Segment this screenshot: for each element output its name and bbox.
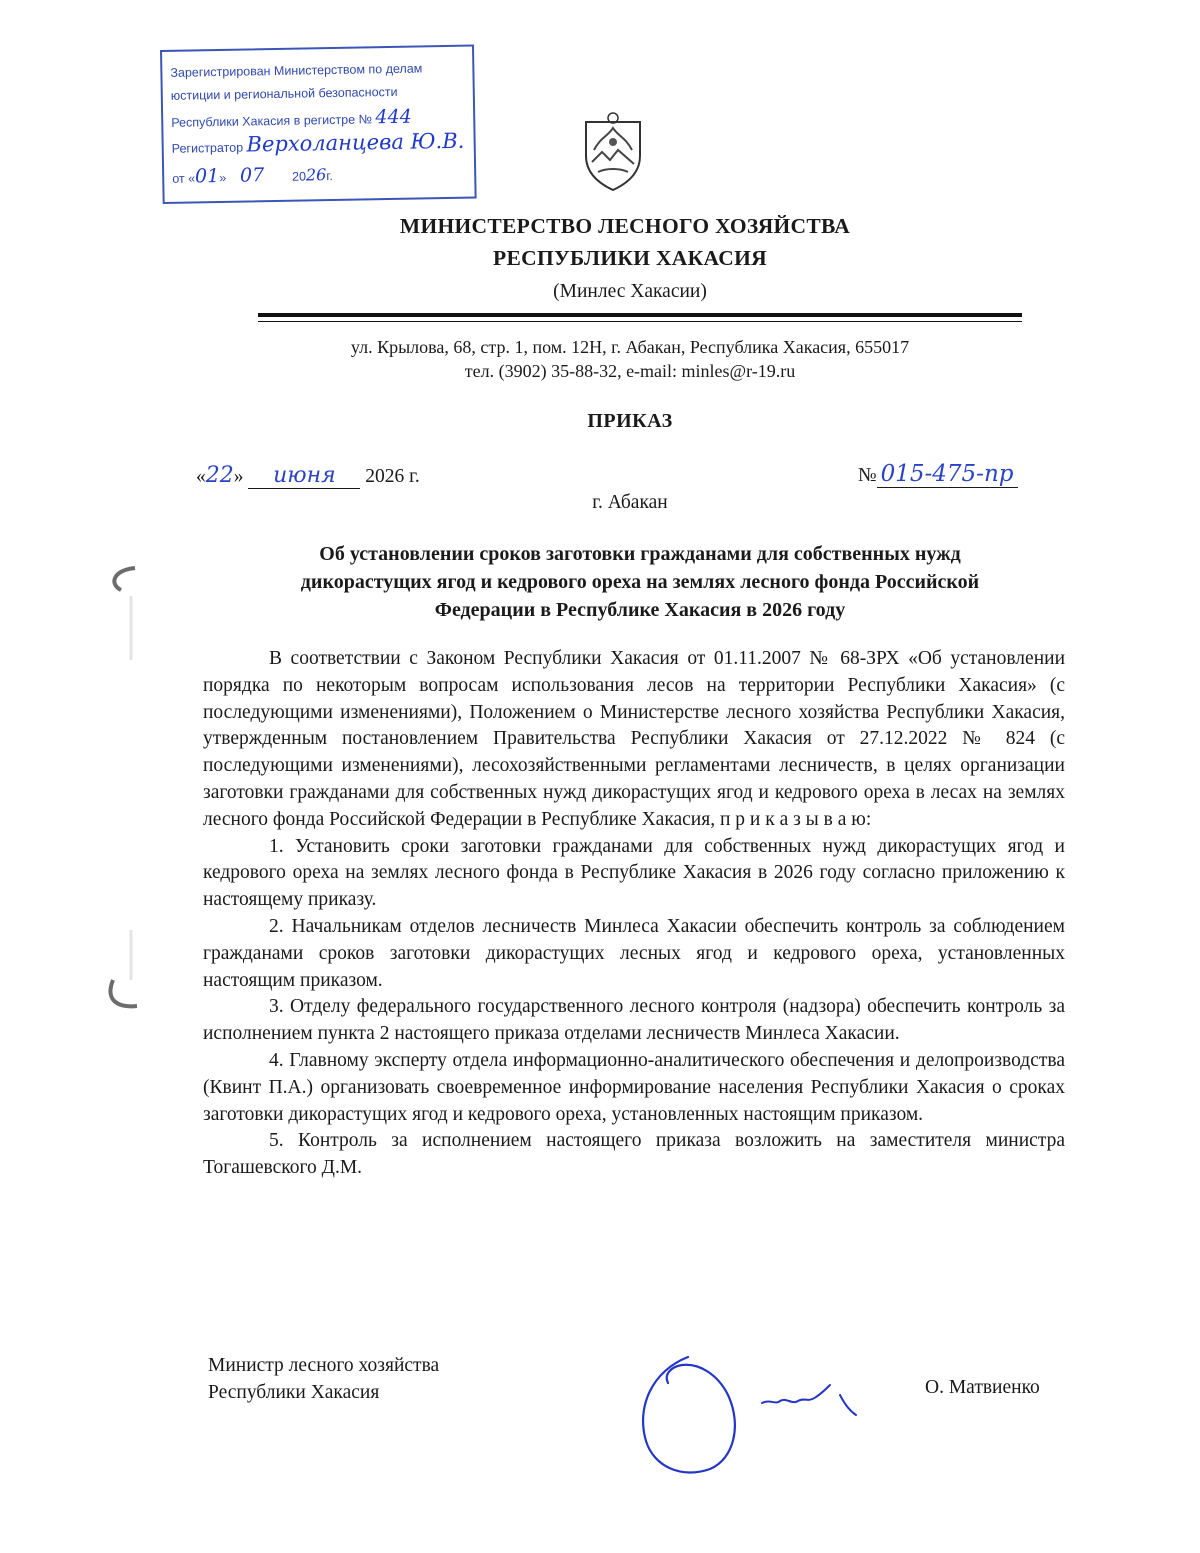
subject-line: Об установлении сроков заготовки гражданами для собственных нужд bbox=[319, 543, 961, 565]
stamp-line: юстиции и региональной безопасности bbox=[170, 84, 398, 103]
coat-of-arms-emblem bbox=[580, 110, 646, 192]
stamp-registry-line bbox=[171, 106, 412, 132]
stamp-line: Регистратор bbox=[171, 140, 244, 156]
preamble-paragraph bbox=[203, 646, 1065, 834]
order-date-year: 2026 г. bbox=[365, 466, 420, 487]
order-date bbox=[196, 463, 420, 489]
org-address: ул. Крылова, 68, стр. 1, пом. 12Н, г. Абакан, Республика Хакасия, 655017 bbox=[350, 337, 910, 357]
order-word: п р и к а з ы в а ю: bbox=[719, 808, 872, 830]
registration-stamp bbox=[160, 45, 477, 204]
subject-line: дикорастущих ягод и кедрового ореха на землях лесного фонда Российской bbox=[300, 571, 980, 593]
handwritten-signature bbox=[630, 1345, 900, 1480]
preamble-text: В соответствии с Законом Республики Хакасия от 01.11.2007 № 68-ЗРХ «Об установлении порядка по некоторым вопросам использования лесов на территории Республики Хакасия» (с последующими изменениями), Положением о Министерстве лесного хозяйства Республики Хакасия, утвержденным постановлением Правительства Республики Хакасия от 27.12.2022 № 824 (с последующими изменениями), лесохозяйственными регламентами лесничеств, в целях организации заготовки гражданами для собственных нужд дикорастущих ягод и кедрового ореха в лесах на землях лесного фонда Российской Федерации в Республике Хакасия, bbox=[203, 648, 1065, 830]
org-contacts: тел. (3902) 35-88-32, e-mail: minles@r-19.ru bbox=[464, 361, 796, 381]
subject-line: Федерации в Республике Хакасия в 2026 году bbox=[434, 599, 846, 621]
stamp-registrar-line bbox=[171, 129, 464, 158]
org-name-line1: МИНИСТЕРСТВО ЛЕСНОГО ХОЗЯЙСТВА bbox=[399, 214, 851, 238]
signatory-name: О. Матвиенко bbox=[925, 1377, 1040, 1398]
order-number-sign: № bbox=[858, 465, 877, 486]
stamp-date-prefix: от « bbox=[172, 171, 196, 186]
order-number bbox=[858, 461, 1018, 488]
stamp-date-year: 26 bbox=[305, 165, 327, 185]
order-body bbox=[203, 646, 1065, 1182]
order-item: 3. Отделу федерального государственного лесного контроля (надзора) обеспечить контроль за исполнением пункта 2 настоящего приказа отделами лесничеств Минлеса Хакасии. bbox=[203, 996, 1065, 1045]
order-item: 5. Контроль за исполнением настоящего приказа возложить на заместителя министра Тогашевского Д.М. bbox=[203, 1130, 1065, 1179]
stamp-registrar-name: Верхоланцева Ю.В. bbox=[246, 128, 465, 157]
order-subject bbox=[200, 540, 1080, 624]
order-title: ПРИКАЗ bbox=[587, 410, 673, 432]
header-divider bbox=[258, 313, 1022, 317]
signatory-position bbox=[208, 1352, 439, 1406]
stamp-date-year-end: г. bbox=[326, 169, 333, 184]
signatory-position-line: Республики Хакасия bbox=[208, 1382, 380, 1403]
stamp-line: Зарегистрирован Министерством по делам bbox=[170, 61, 423, 80]
order-date-month: июня bbox=[248, 463, 360, 489]
punch-hole-mark bbox=[95, 560, 155, 670]
order-item: 2. Начальникам отделов лесничеств Минлеса Хакасии обеспечить контроль за соблюдением гражданами сроков заготовки дикорастущих лесных ягод и кедрового ореха, установленных настоящим приказом. bbox=[203, 915, 1065, 991]
org-short-name: (Минлес Хакасии) bbox=[553, 281, 707, 302]
stamp-date-gap bbox=[264, 170, 292, 184]
header-divider-thin bbox=[258, 321, 1022, 322]
order-date-close-quote: » bbox=[233, 466, 244, 487]
order-item: 1. Установить сроки заготовки гражданами для собственных нужд дикорастущих ягод и кедрового ореха на землях лесного фонда в Республике Хакасия в 2026 году согласно приложению к настоящему приказу. bbox=[203, 835, 1065, 911]
stamp-date-day: 01 bbox=[194, 164, 220, 188]
order-item: 4. Главному эксперту отдела информационно-аналитического обеспечения и делопроизводства (Квинт П.А.) организовать своевременное информирование населения Республики Хакасия о сроках заготовки дикорастущих ягод и кедрового ореха, установленных настоящим приказом. bbox=[203, 1049, 1065, 1125]
stamp-date-month: 07 bbox=[239, 164, 265, 187]
stamp-date-year-prefix: 20 bbox=[291, 169, 307, 184]
org-name-line2: РЕСПУБЛИКИ ХАКАСИЯ bbox=[493, 246, 767, 270]
order-date-open-quote: « bbox=[196, 466, 206, 487]
stamp-date-line bbox=[172, 163, 333, 188]
order-city: г. Абакан bbox=[592, 492, 668, 513]
stamp-line: Республики Хакасия в регистре № bbox=[171, 112, 373, 130]
stamp-date-sep: » bbox=[219, 170, 241, 185]
order-number-value: 015-475-пр bbox=[877, 461, 1018, 488]
signatory-position-line: Министр лесного хозяйства bbox=[208, 1355, 440, 1376]
order-date-day: 22 bbox=[205, 463, 234, 488]
stamp-registry-number: 444 bbox=[375, 105, 412, 129]
punch-hole-mark bbox=[95, 930, 155, 1040]
